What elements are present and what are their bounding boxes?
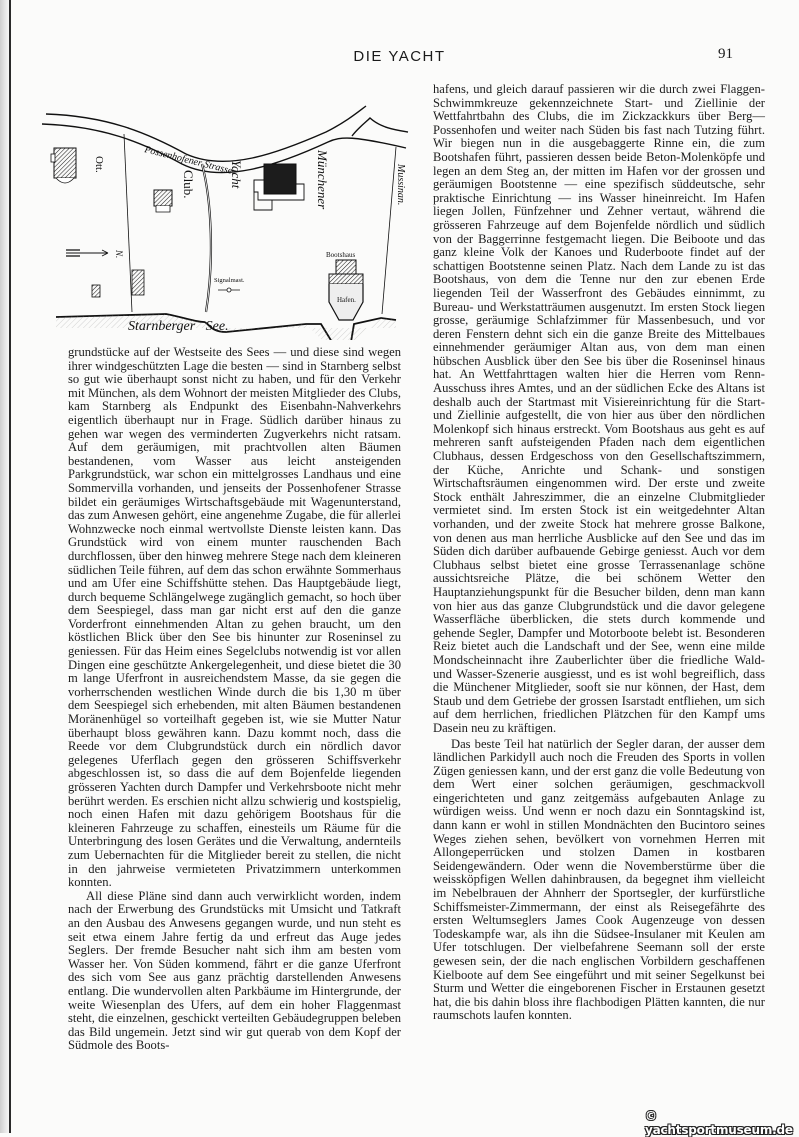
label-muenchener: Münchener: [315, 150, 330, 210]
site-plan-map: [36, 92, 416, 340]
label-north: N.: [114, 250, 124, 259]
text-column-left: [68, 346, 401, 1053]
label-starnberger-see: Starnberger See.: [128, 319, 229, 334]
label-hafen: Hafen.: [337, 296, 356, 304]
road-label: Possenhofener Strasse.: [143, 144, 236, 178]
label-bootshaus: Bootshaus: [326, 251, 356, 259]
summer-house-building: [154, 190, 172, 212]
boat-shed: [132, 270, 144, 295]
property-line-west: [124, 134, 132, 312]
paragraph: Das beste Teil hat natürlich der Segler daran, der ausser dem ländlichen Parkidyll auch noch die Freuden des Sports in vollen Zügen geniessen kann, und der erst ganz die volle Bedeutung von dem Wert einer solchen geräumigen, geschmackvoll eingerichteten und ganz zeitgemäss aufgebauten Anlage zu würdigen weiss. Und wenn er noch dazu ein Sonntagskind ist, dann kann er wohl in stillen Mondnächten den Bucintoro seines Weges ziehen sehen, bevölkert von vornehmen Herren mit Allongeperrücken und stolzen Damen in kostbaren Seidengewändern. Oder wenn die Novemberstürme über die weissköpfigen Wellen dahinbrausen, da begegnet ihm vielleicht im Nebelbrauen der Ahnherr der Sportsegler, der kurfürstliche Schiffsmeister-Zimmermann, der einst als Reisegefährte des ersten Weltumseglers James Cook Augenzeuge von dessen Todeskampfe war, als ihn die Südsee-Insulaner mit Keulen am Ufer totschlugen. Der vielbefahrene Seemann soll der erste gewesen sein, der die nach englischen Vorbildern geschaffenen Kielboote auf dem See eingeführt und mit seiner Segelkunst bei Sturm und Wetter die eingeborenen Fischer in Erstaunen gesetzt hat, die bis dahin bloss ihre flachbodigen Plätten kannten, die nur raumschots laufen konnten.: [433, 736, 765, 1023]
label-club: Club.: [181, 170, 196, 199]
north-arrow-icon: [66, 250, 108, 256]
label-mussinan: Mussinan.: [395, 164, 406, 206]
copyright-watermark: © yachtsportmuseum.de: [645, 1109, 793, 1137]
paragraph: All diese Pläne sind dann auch verwirklicht worden, indem nach der Erwerbung des Grundstücks mit Umsicht und Tatkraft an den Ausbau des Anwesens gegangen wurde, und nun steht es seit etwa einem Jahre fertig da und erfreut das Auge jedes Seglers. Der fremde Besucher naht sich ihm am besten vom Wasser her. Von Süden kommend, fährt er die ganze Uferfront des sich vom See aus ganz prächtig darstellenden Anwesens entlang. Die wundervollen alten Parkbäume im Hintergrunde, der weite Wiesenplan des Ufers, auf dem ein hoher Flaggenmast steht, die einzelnen, geschickt verteilten Gebäudegruppen beleben das Bild ungemein. Jetzt sind wir gut querab von dem Kopf der Südmole des Boots-: [68, 888, 401, 1053]
property-line-east: [382, 147, 396, 314]
label-signalmast: Signalmast.: [214, 277, 245, 284]
page-number: 91: [718, 46, 733, 62]
signal-mast-icon: [218, 288, 240, 292]
clubhouse-building: [254, 164, 304, 210]
paragraph: hafens, und gleich darauf passieren wir die durch zwei Flaggen-Schwimmkreuze gekennzeichnete Start- und Ziellinie der Wettfahrtbahn des Clubs, die im Zickzackkurs über Berg—Possenhofen und weiter nach Süden bis fast nach Tutzing führt. Wir biegen nun in die ausgebaggerte Rinne ein, die zum Bootshafen führt, passieren dessen beide Beton-Molenköpfe und legen an dem Steg an, der mitten im Hafen vor der grossen und geräumigen Bootstenne — eine spezifisch süddeutsche, sehr praktische Einrichtung — ins Wasser hineinreicht. Im Hafen liegen Jollen, Fünfzehner und Zehner vertaut, während die grösseren Fahrzeuge auf dem Bojenfelde nördlich und südlich von der Baggerrinne festgemacht liegen. Die Beiboote und das ganz kleine Volk der Kanoes und Ruderboote findet auf der schattigen Bootstenne seinen Platz. Nach dem Lande zu ist das Bootshaus, von dem die Tenne nur den zur ebenen Erde liegenden Teil der Wasserfront des Gebäudes einnimmt, zu Bureau- und Werkstatträumen ausgenutzt. Im ersten Stock liegen grosse, geräumige Schlafzimmer für Massenbesuch, und vor deren Fenstern dehnt sich ein die ganze Breite des Mittelbaues einnehmender geräumiger Altan aus, von dem man einen hübschen Ausblick über den See bis über die Roseninsel hinaus hat. An Wettfahrttagen walten hier die Herren vom Renn-Ausschuss ihres Amtes, und an der südlichen Ecke des Altans ist deshalb auch der Startmast mit Visiereinrichtung für die Start- und Ziellinie aufgestellt, die von hier aus über den nördlichen Molenkopf sich hinaus erstreckt. Vom Bootshaus aus geht es auf mehreren sanft aufsteigenden Pfaden nach dem eigentlichen Clubhaus, dessen Erdgeschoss von den Gesellschaftszimmern, der Küche, Anrichte und Schank- und sonstigen Wirtschaftsräumen eingenommen wird. Der erste und zweite Stock enthält Jahreszimmer, die an einzelne Clubmitglieder vermietet sind. Im ersten Stock ist ein weitgedehnter Altan vorhanden, und der zweite Stock hat mehrere grosse Balkone, von denen aus man herrliche Ausblicke auf den See und das im Süden dich darüber aufbauende Gebirge geniesst. Auch vor dem Clubhaus selbst bietet eine grosse Terrassenanlage schöne aussichtsreiche Plätze, die bei schönem Wetter den Hauptanziehungspunkt für die Besucher bilden, denn man kann von hier aus das ganze Clubgrundstück und die davor gelegene Wasserfläche überblicken, die stets durch kommende und gehende Segler, Dampfer und Motorboote belebt ist. Besonderen Reiz bietet auch die Landschaft und der See, wenn eine milde Mondscheinnacht ihre Zauberlichter über die friedliche Wald- und Wasser-Szenerie ausgiesst, und es ist wohl begreiflich, dass die Münchener Mitglieder, sooft sie nur können, der Hast, dem Staub und dem Getriebe der grossen Isarstadt entfliehen, um sich auf dem herrlichen, friedlichen Plätzchen für den Kampf ums Dasein neu zu kräftigen.: [433, 82, 765, 735]
paragraph: grundstücke auf der Westseite des Sees — und diese sind wegen ihrer windgeschützten Lage die besten — sind in Starnberg selbst so gut wie überhaupt sonst nicht zu haben, und für den Verkehr mit München, als dem Wohnort der meisten Mitglieder des Clubs, kam Starnberg als Endpunkt des Eisenbahn-Nahverkehrs eigentlich überhaupt nur in Frage. Südlich darüber hinaus zu gehen war wegen des verminderten Zugverkehrs nicht ratsam. Auf dem geräumigen, mit prachtvollen alten Bäumen bestandenen, vom Wasser aus leicht ansteigenden Parkgrundstück, war schon ein mittelgrosses Landhaus und eine Sommervilla vorhanden, und jenseits der Possenhofener Strasse bildet ein geräumiges Wirtschaftsgebäude mit Wagenunterstand, das zum Anwesen gehört, eine angenehme Zugabe, die für allerlei Wohnzwecke noch einmal wertvollste Dienste leisten kann. Das Grundstück wird von einem munter rauschenden Bach durchflossen, über den hinweg mehrere Stege nach dem kleineren südlichen Teile führen, auf dem das schon erwähnte Sommerhaus und am Ufer eine Schiffshütte stehen. Das Hauptgebäude liegt, durch bequeme Schlängelwege zugänglich gemacht, so hoch über dem Seespiegel, dass man gar nicht erst auf den die ganze Vorderfront einnehmenden Altan zu gehen braucht, um den köstlichen Blick über den See bis hinunter zur Roseninsel zu geniessen. Für das Heim eines Segelclubs notwendig ist vor allen Dingen eine geschützte Ankergelegenheit, und diese bietet die 30 m lange Uferfront in ausreichendstem Masse, da sie gegen die vorherrschenden westlichen Winde durch die bis 1,30 m über dem Seespiegel sich erhebenden, mit alten Bäumen bestandenen Moränenhügel so vorteilhaft gegeben ist, wie sie Mutter Natur überhaupt bloss gewähren kann. Dazu kommt noch, dass die Reede vor dem Clubgrundstück durch ein nördlich davor gelegenes Uferflach gegen den grösseren Schiffsverkehr abgeschlossen ist, so dass die auf dem Bojenfelde liegenden grösseren Yachten durch Dampfer und Verkehrsboote nicht mehr berührt werden. Es erschien nicht allzu schwierig und kostspielig, noch einen Hafen mit dazu gehörigem Bootshaus für die kleineren Fahrzeuge zu schaffen, einesteils um Räume für die Unterbringung des losen Gerätes und die Verwaltung, andernteils zum Uebernachten für die Mitglieder bereit zu stellen, die nicht in den jahrweise vermieteten Privatzimmern unterkommen konnten.: [68, 345, 401, 890]
label-ott: Ott.: [93, 156, 105, 173]
ott-villa-building: [51, 148, 76, 183]
running-header-title: DIE YACHT: [353, 48, 446, 65]
page-binding-edge: [9, 0, 11, 1133]
label-yacht: Yacht: [229, 160, 244, 189]
shore-hut-small: [92, 285, 100, 297]
boathouse-building: [329, 260, 363, 320]
text-column-right: [433, 83, 765, 1023]
